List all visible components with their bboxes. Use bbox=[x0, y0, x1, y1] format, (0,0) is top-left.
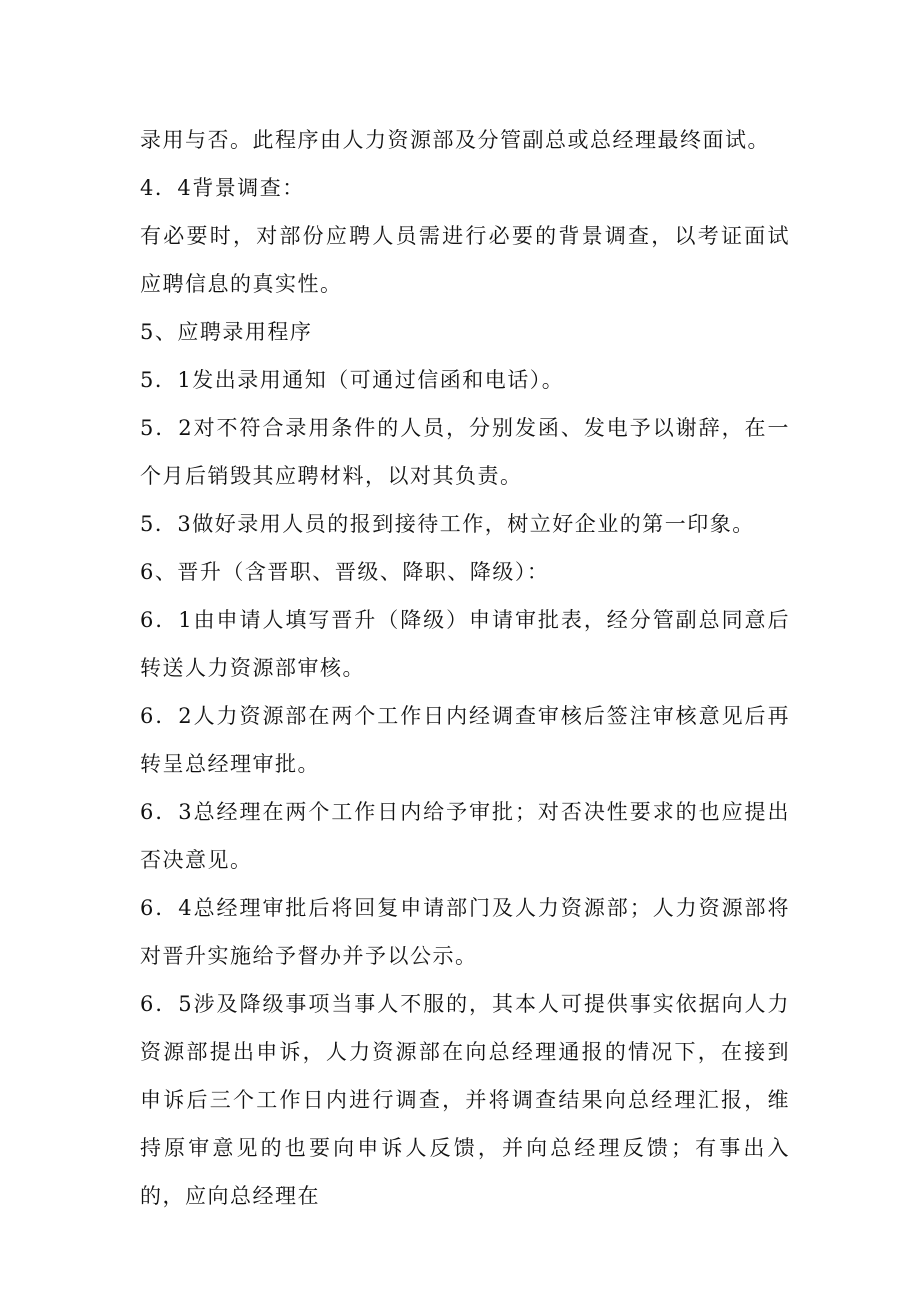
paragraph-5-2: 5．2对不符合录用条件的人员，分别发函、发电予以谢辞，在一个月后销毁其应聘材料，以对其负责。 bbox=[140, 416, 790, 488]
heading-4-4-background-check: 4．4背景调查： bbox=[140, 176, 305, 200]
paragraph-background-check: 有必要时，对部份应聘人员需进行必要的背景调查，以考证面试应聘信息的真实性。 bbox=[140, 224, 790, 296]
paragraph-6-1: 6．1由申请人填写晋升（降级）申请审批表，经分管副总同意后转送人力资源部审核。 bbox=[140, 608, 790, 680]
paragraph-interview-final: 录用与否。此程序由人力资源部及分管副总或总经理最终面试。 bbox=[140, 128, 770, 152]
paragraph-5-1: 5．1发出录用通知（可通过信函和电话）。 bbox=[140, 368, 565, 392]
paragraph-6-4: 6．4总经理审批后将回复申请部门及人力资源部；人力资源部将对晋升实施给予督办并予以公示。 bbox=[140, 896, 790, 968]
heading-5-hiring-procedure: 5、应聘录用程序 bbox=[140, 320, 313, 344]
heading-6-promotion: 6、晋升（含晋职、晋级、降职、降级）： bbox=[140, 560, 550, 584]
paragraph-6-3: 6．3总经理在两个工作日内给予审批；对否决性要求的也应提出否决意见。 bbox=[140, 800, 790, 872]
paragraph-6-2: 6．2人力资源部在两个工作日内经调查审核后签注审核意见后再转呈总经理审批。 bbox=[140, 704, 790, 776]
paragraph-5-3: 5．3做好录用人员的报到接待工作，树立好企业的第一印象。 bbox=[140, 512, 755, 536]
paragraph-6-5: 6．5涉及降级事项当事人不服的，其本人可提供事实依据向人力资源部提出申诉，人力资源部在向总经理通报的情况下，在接到申诉后三个工作日内进行调查，并将调查结果向总经理汇报，维持原审意见的也要向申诉人反馈，并向总经理反馈；有事出入的，应向总经理在 bbox=[140, 992, 790, 1208]
document-body bbox=[140, 116, 790, 1220]
